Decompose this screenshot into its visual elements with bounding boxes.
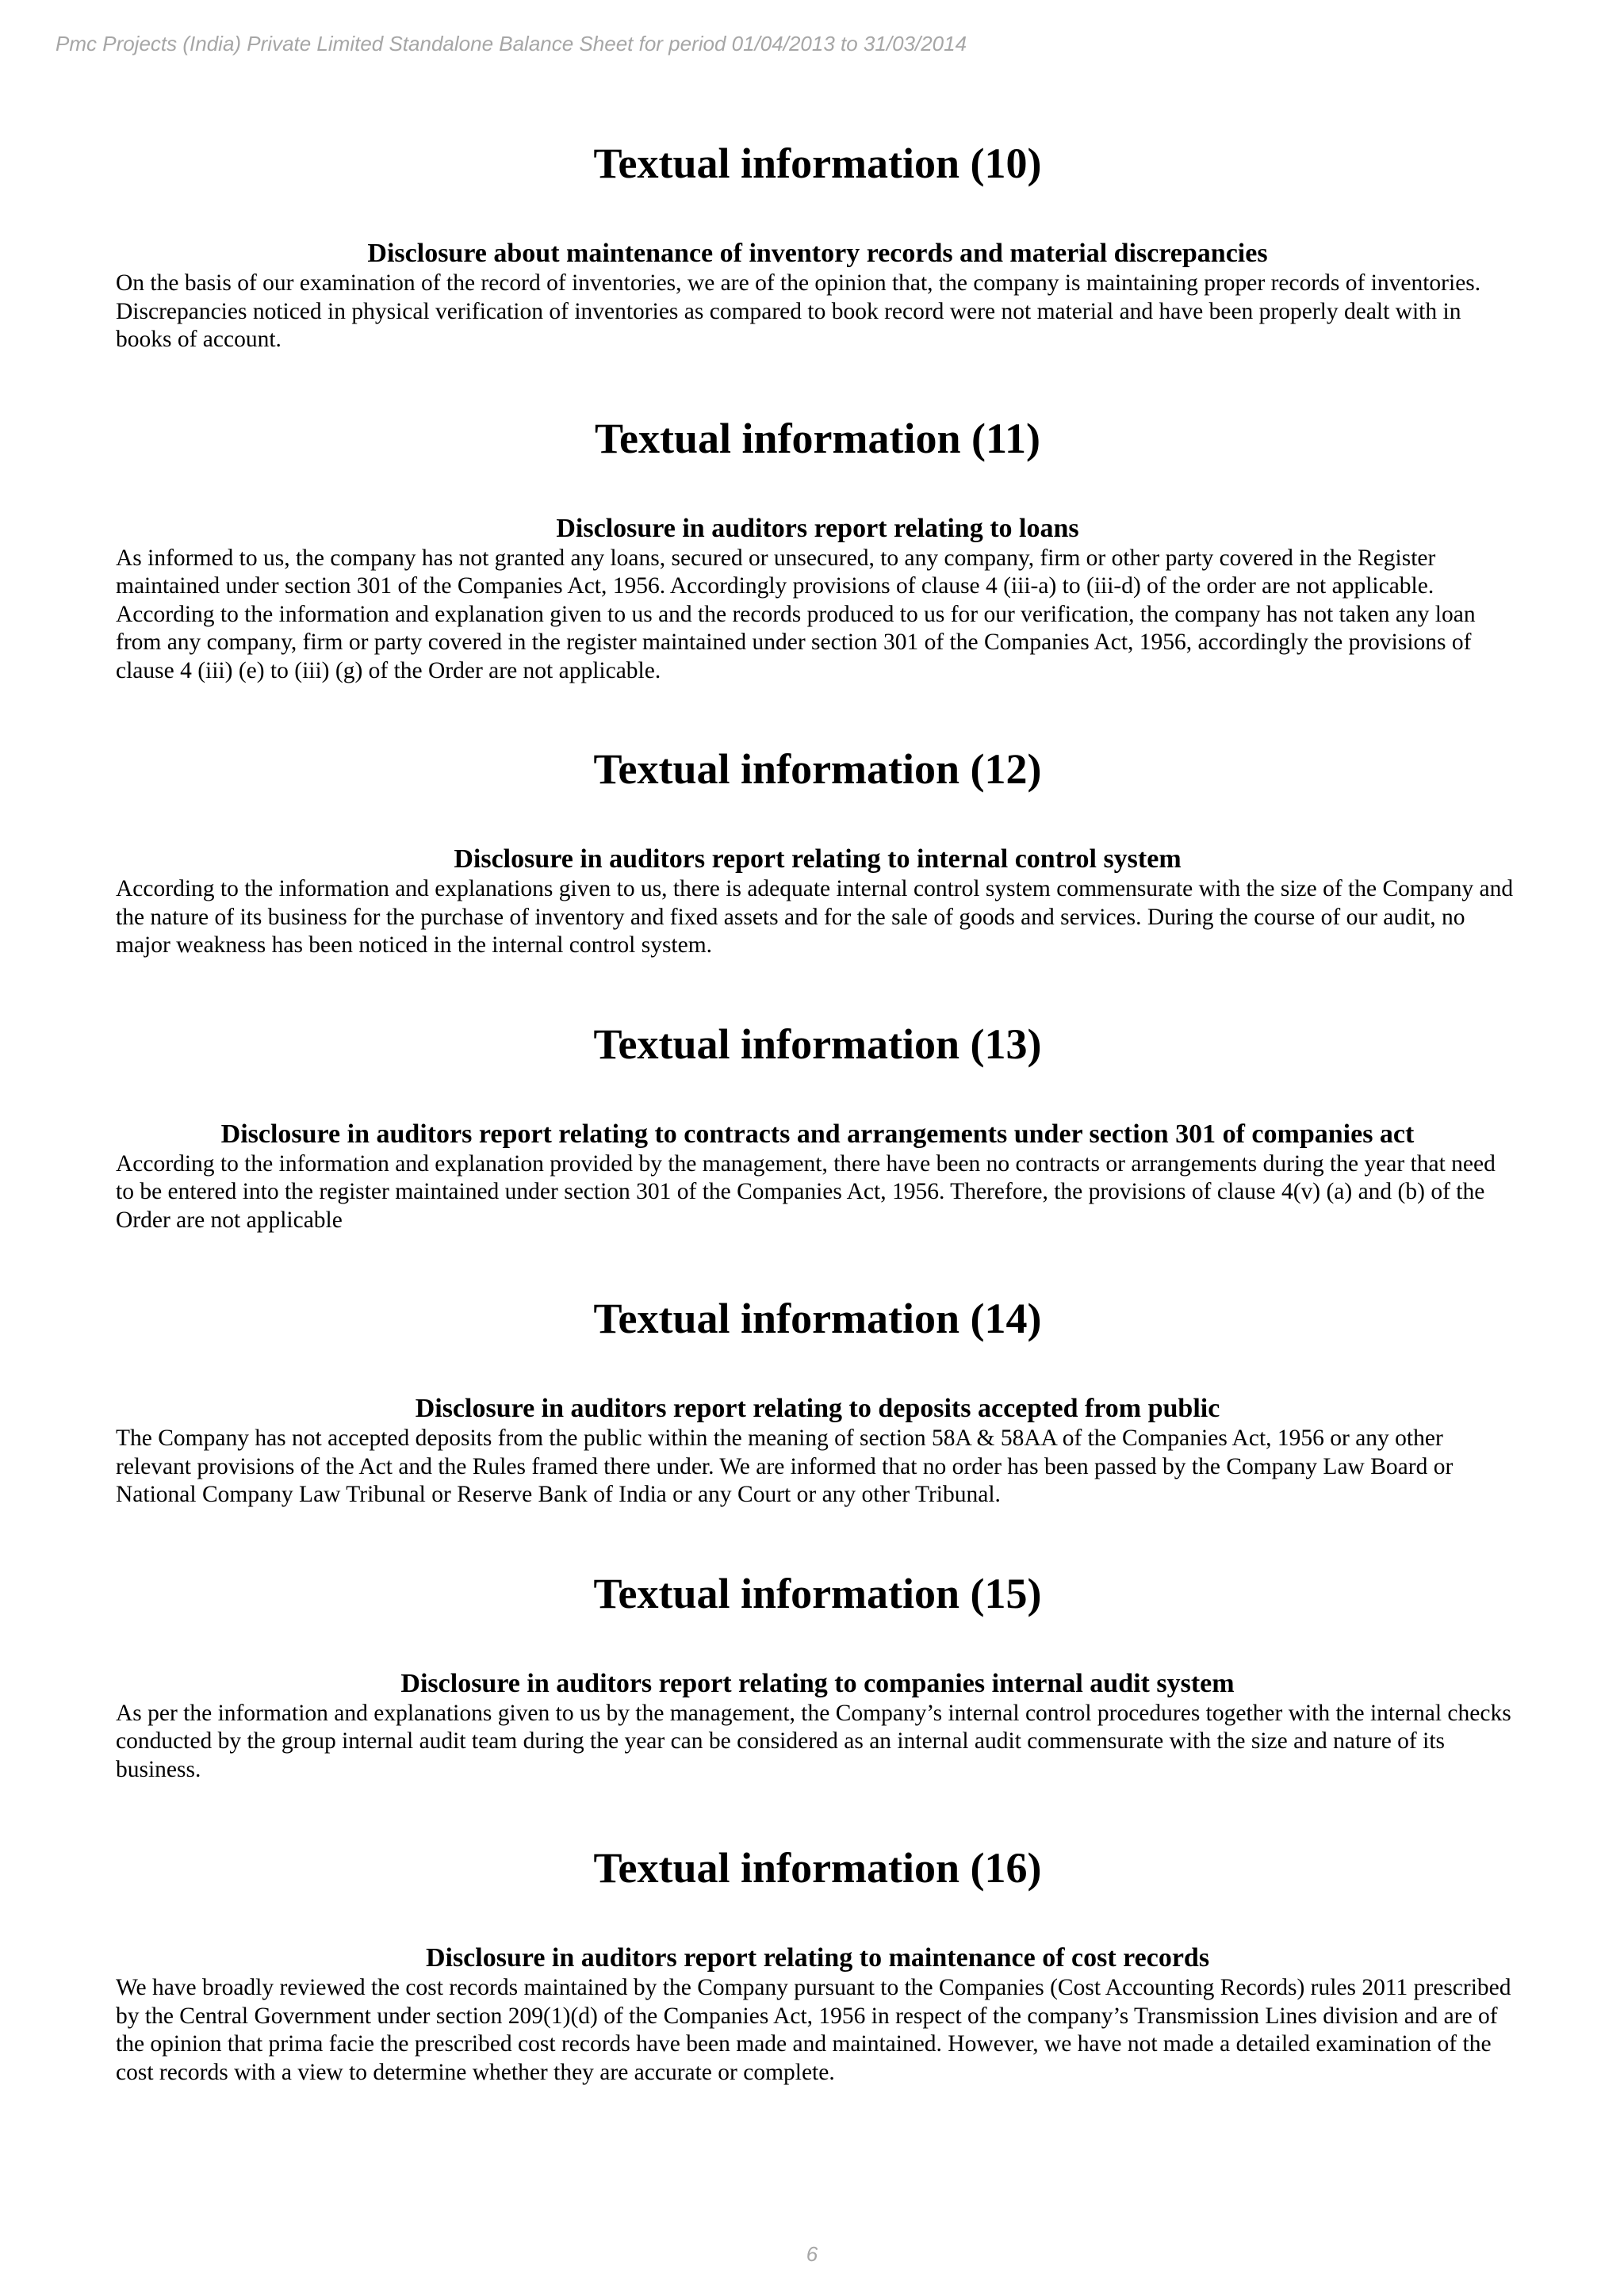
page-header: Pmc Projects (India) Private Limited Standalone Balance Sheet for period 01/04/2013 to 31/03/2014 bbox=[56, 32, 967, 55]
section-subheading: Disclosure in auditors report relating to companies internal audit system bbox=[400, 1668, 1235, 1698]
section-body: According to the information and explanation provided by the management, there have been no contracts or arrangements during the year that need to be entered into the register maintained under section 301 of the Companies Act, 1956. Therefore, the provisions of clause 4(v) (a) and (b) of the Order are not applicable bbox=[116, 1150, 1496, 1233]
section-textual-information-10 bbox=[116, 132, 1519, 354]
section-body: We have broadly reviewed the cost records maintained by the Company pursuant to the Companies (Cost Accounting Records) rules 2011 prescribed by the Central Government under section 209(1)(d) of the Companies Act, 1956 in respect of the company’s Transmission Lines division and are of the opinion that prima facie the prescribed cost records have been made and maintained. However, we have not made a detailed examination of the cost records with a view to determine whether they are accurate or complete. bbox=[116, 1975, 1511, 2085]
section-textual-information-15 bbox=[116, 1562, 1519, 1785]
section-textual-information-16 bbox=[116, 1836, 1519, 2087]
section-heading: Textual information (13) bbox=[593, 1020, 1042, 1068]
section-body: On the basis of our examination of the record of inventories, we are of the opinion that, the company is maintaining proper records of inventories. Discrepancies noticed in physical verification of inventories as compared to book record were not material and have been properly dealt with in books of account. bbox=[116, 270, 1481, 352]
page-number: 6 bbox=[806, 2242, 818, 2266]
section-subheading: Disclosure in auditors report relating to deposits accepted from public bbox=[415, 1394, 1220, 1423]
section-subheading: Disclosure about maintenance of inventory records and material discrepancies bbox=[367, 239, 1268, 268]
section-body: As informed to us, the company has not granted any loans, secured or unsecured, to any company, firm or other party covered in the Register maintained under section 301 of the Companies Act, 1956. Accordingly provisions of clause 4 (iii-a) to (iii-d) of the order are not applicable. According to the information and explanation given to us and the records produced to us for our verification, the company has not taken any loan from any company, firm or party covered in the register maintained under section 301 of the Companies Act, 1956, accordingly the provisions of clause 4 (iii) (e) to (iii) (g) of the Order are not applicable. bbox=[116, 545, 1476, 683]
section-body: According to the information and explanations given to us, there is adequate internal control system commensurate with the size of the Company and the nature of its business for the purchase of inventory and fixed assets and for the sale of goods and services. During the course of our audit, no major weakness has been noticed in the internal control system. bbox=[116, 876, 1514, 958]
section-textual-information-12 bbox=[116, 737, 1519, 960]
section-heading: Textual information (15) bbox=[593, 1569, 1042, 1617]
section-textual-information-11 bbox=[116, 407, 1519, 686]
document-content bbox=[116, 132, 1519, 2087]
section-body: As per the information and explanations given to us by the management, the Company’s internal control procedures together with the internal checks conducted by the group internal audit team during the year can be considered as an internal audit commensurate with the size and nature of its business. bbox=[116, 1700, 1511, 1782]
section-textual-information-14 bbox=[116, 1287, 1519, 1510]
section-body: The Company has not accepted deposits from the public within the meaning of section 58A & 58AA of the Companies Act, 1956 or any other relevant provisions of the Act and the Rules framed there under. We are informed that no order has been passed by the Company Law Board or National Company Law Tribunal or Reserve Bank of India or any Court or any other Tribunal. bbox=[116, 1425, 1454, 1507]
section-heading: Textual information (12) bbox=[593, 745, 1042, 793]
section-subheading: Disclosure in auditors report relating to internal control system bbox=[454, 844, 1182, 874]
section-heading: Textual information (14) bbox=[593, 1295, 1042, 1342]
section-heading: Textual information (16) bbox=[593, 1844, 1042, 1892]
section-textual-information-13 bbox=[116, 1012, 1519, 1235]
section-subheading: Disclosure in auditors report relating to loans bbox=[556, 513, 1079, 543]
section-heading: Textual information (11) bbox=[594, 414, 1041, 462]
section-subheading: Disclosure in auditors report relating to maintenance of cost records bbox=[425, 1943, 1210, 1973]
section-subheading: Disclosure in auditors report relating to contracts and arrangements under section 301 of companies act bbox=[220, 1119, 1415, 1149]
section-heading: Textual information (10) bbox=[593, 140, 1042, 187]
